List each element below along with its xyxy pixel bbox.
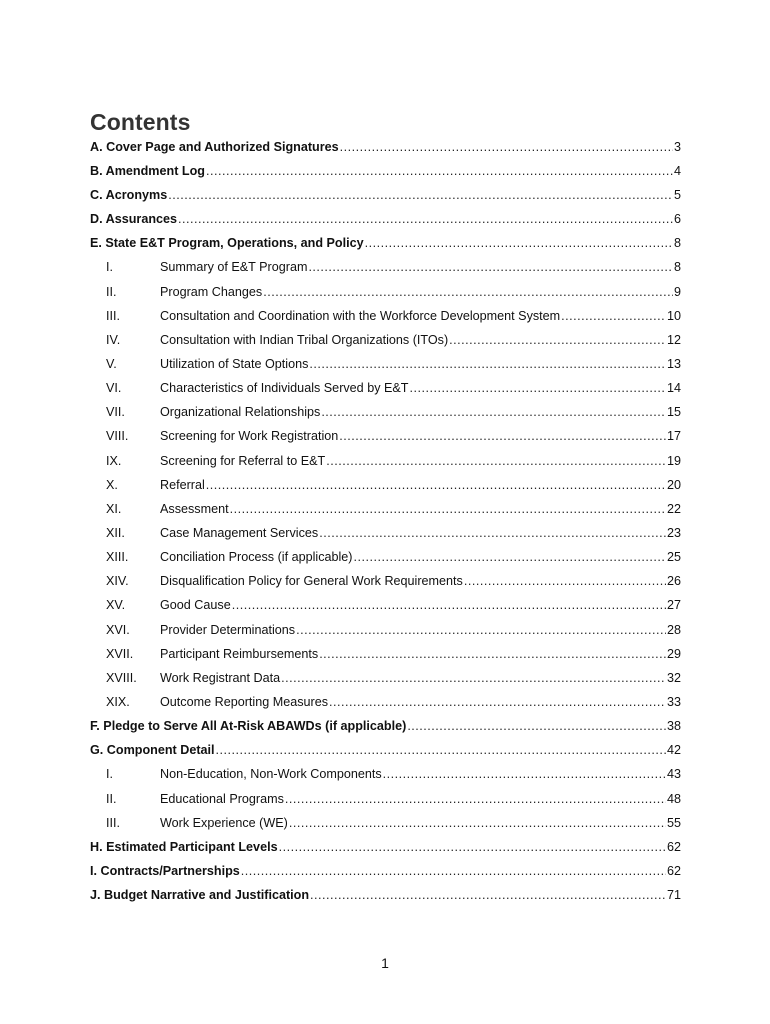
toc-subsection-entry[interactable]: [90, 328, 681, 352]
toc-subsection-entry[interactable]: [90, 352, 681, 376]
toc-entry-number: VII.: [106, 405, 125, 420]
toc-entry-number: IX.: [106, 453, 122, 468]
toc-entry-number: II.: [106, 791, 117, 806]
dot-leader: [241, 865, 666, 878]
dot-leader: [168, 189, 673, 202]
toc-entry-page-number: 14: [666, 381, 681, 396]
toc-subsection-entry[interactable]: [90, 666, 681, 690]
toc-entry-page-number: 22: [666, 501, 681, 516]
toc-entry-number: X.: [106, 477, 118, 492]
toc-entry-page-number: 6: [673, 212, 681, 227]
toc-entry-number: XIV.: [106, 574, 129, 589]
toc-entry-page-number: 12: [666, 332, 681, 347]
toc-entry-label: Consultation and Coordination with the Workforce Development System: [160, 308, 561, 323]
contents-heading: Contents: [90, 109, 191, 135]
dot-leader: [308, 261, 673, 274]
toc-entry-number: IV.: [106, 332, 121, 347]
toc-entry-label: Participant Reimbursements: [160, 646, 319, 661]
toc-subsection-entry[interactable]: [90, 618, 681, 642]
dot-leader: [206, 165, 673, 178]
toc-entry-number: XII.: [106, 526, 125, 541]
dot-leader: [206, 479, 666, 492]
toc-section-entry[interactable]: [90, 835, 681, 859]
toc-entry-page-number: 8: [673, 236, 681, 251]
toc-entry-label: D. Assurances: [90, 212, 178, 227]
dot-leader: [326, 455, 666, 468]
toc-entry-label: Characteristics of Individuals Served by E&T: [160, 381, 409, 396]
toc-entry-page-number: 25: [666, 550, 681, 565]
toc-entry-page-number: 10: [666, 308, 681, 323]
toc-subsection-entry[interactable]: [90, 304, 681, 328]
toc-entry-page-number: 48: [666, 791, 681, 806]
dot-leader: [319, 527, 666, 540]
toc-section-entry[interactable]: [90, 859, 681, 883]
toc-entry-label: Case Management Services: [160, 526, 319, 541]
toc-entry-page-number: 28: [666, 622, 681, 637]
toc-entry-page-number: 9: [673, 284, 681, 299]
toc-subsection-entry[interactable]: [90, 497, 681, 521]
dot-leader: [216, 744, 666, 757]
page-number: 1: [381, 955, 389, 971]
toc-entry-label: F. Pledge to Serve All At-Risk ABAWDs (if applicable): [90, 719, 407, 734]
toc-entry-page-number: 27: [666, 598, 681, 613]
table-of-contents: [90, 135, 681, 908]
dot-leader: [340, 141, 673, 154]
toc-entry-label: I. Contracts/Partnerships: [90, 863, 240, 878]
dot-leader: [230, 503, 666, 516]
dot-leader: [296, 624, 666, 637]
toc-entry-number: XI.: [106, 501, 122, 516]
toc-entry-number: XVI.: [106, 622, 130, 637]
toc-entry-number: III.: [106, 815, 120, 830]
toc-subsection-entry[interactable]: [90, 376, 681, 400]
toc-entry-label: Program Changes: [160, 284, 263, 299]
toc-entry-number: XIII.: [106, 550, 129, 565]
dot-leader: [232, 599, 666, 612]
toc-section-entry[interactable]: [90, 135, 681, 159]
toc-entry-page-number: 17: [666, 429, 681, 444]
dot-leader: [449, 334, 666, 347]
toc-entry-number: VIII.: [106, 429, 129, 444]
toc-subsection-entry[interactable]: [90, 256, 681, 280]
dot-leader: [281, 672, 666, 685]
toc-subsection-entry[interactable]: [90, 425, 681, 449]
dot-leader: [263, 286, 673, 299]
toc-entry-label: C. Acronyms: [90, 188, 168, 203]
toc-subsection-entry[interactable]: [90, 401, 681, 425]
toc-entry-number: V.: [106, 357, 117, 372]
toc-entry-label: G. Component Detail: [90, 743, 215, 758]
dot-leader: [319, 648, 666, 661]
toc-subsection-entry[interactable]: [90, 545, 681, 569]
toc-subsection-entry[interactable]: [90, 473, 681, 497]
toc-entry-label: Outcome Reporting Measures: [160, 695, 328, 709]
toc-entry-page-number: 8: [673, 260, 681, 275]
dot-leader: [409, 382, 666, 395]
toc-entry-page-number: 13: [666, 357, 681, 372]
toc-section-entry[interactable]: [90, 183, 681, 207]
toc-entry-page-number: 62: [666, 863, 681, 878]
toc-entry-label: Assessment: [160, 501, 229, 516]
dot-leader: [407, 720, 666, 733]
toc-entry-label: Screening for Referral to E&T: [160, 453, 326, 468]
toc-entry-page-number: 19: [666, 453, 681, 468]
dot-leader: [285, 793, 666, 806]
toc-section-entry[interactable]: [90, 714, 681, 738]
toc-entry-page-number: 55: [666, 815, 681, 830]
toc-section-entry[interactable]: [90, 739, 681, 763]
toc-entry-page-number: 29: [666, 646, 681, 661]
dot-leader: [339, 430, 666, 443]
toc-subsection-entry[interactable]: [90, 811, 681, 835]
toc-subsection-entry[interactable]: [90, 787, 681, 811]
toc-entry-label: Conciliation Process (if applicable): [160, 550, 353, 565]
toc-entry-label: Disqualification Policy for General Work Requirements: [160, 574, 463, 589]
dot-leader: [383, 768, 666, 781]
toc-entry-page-number: 5: [673, 188, 681, 203]
toc-section-entry[interactable]: [90, 159, 681, 183]
toc-entry-label: H. Estimated Participant Levels: [90, 839, 278, 854]
toc-subsection-entry[interactable]: [90, 763, 681, 787]
toc-entry-label: B. Amendment Log: [90, 163, 205, 178]
dot-leader: [354, 551, 666, 564]
toc-subsection-entry[interactable]: [90, 449, 681, 473]
toc-entry-page-number: 3: [673, 139, 681, 154]
toc-entry-label: Referral: [160, 477, 205, 492]
toc-entry-page-number: 26: [666, 574, 681, 589]
toc-entry-number: XVIII.: [106, 670, 137, 685]
toc-entry-label: Consultation with Indian Tribal Organizations (ITOs): [160, 332, 449, 347]
toc-entry-number: XV.: [106, 598, 126, 613]
dot-leader: [310, 889, 666, 902]
dot-leader: [365, 237, 673, 250]
toc-subsection-entry[interactable]: [90, 594, 681, 618]
toc-entry-number: XIX.: [106, 695, 130, 709]
toc-entry-page-number: 20: [666, 477, 681, 492]
toc-section-entry[interactable]: [90, 883, 681, 907]
toc-entry-number: XVII.: [106, 646, 134, 661]
toc-entry-label: Good Cause: [160, 598, 231, 613]
toc-entry-label: A. Cover Page and Authorized Signatures: [90, 139, 339, 154]
toc-entry-label: Work Registrant Data: [160, 670, 281, 685]
dot-leader: [321, 406, 666, 419]
toc-entry-label: Utilization of State Options: [160, 357, 309, 372]
toc-entry-label: Work Experience (WE): [160, 815, 288, 830]
toc-entry-page-number: 23: [666, 526, 681, 541]
toc-entry-label: Provider Determinations: [160, 622, 296, 637]
dot-leader: [309, 358, 666, 371]
toc-subsection-entry[interactable]: [90, 642, 681, 666]
toc-entry-number: II.: [106, 284, 117, 299]
toc-entry-page-number: 42: [666, 743, 681, 758]
toc-entry-number: III.: [106, 308, 120, 323]
toc-entry-number: I.: [106, 767, 113, 782]
dot-leader: [178, 213, 673, 226]
toc-entry-label: Non-Education, Non-Work Components: [160, 767, 382, 782]
dot-leader: [279, 841, 666, 854]
toc-section-entry[interactable]: [90, 207, 681, 231]
toc-entry-page-number: 15: [666, 405, 681, 420]
toc-entry-page-number: 43: [666, 767, 681, 782]
toc-entry-page-number: 33: [666, 695, 681, 709]
toc-entry-number: VI.: [106, 381, 122, 396]
toc-entry-label: Organizational Relationships: [160, 405, 321, 420]
toc-entry-label: Summary of E&T Program: [160, 260, 308, 275]
toc-entry-label: J. Budget Narrative and Justification: [90, 888, 310, 903]
dot-leader: [329, 696, 666, 709]
toc-section-entry[interactable]: [90, 232, 681, 256]
dot-leader: [289, 817, 666, 830]
toc-entry-page-number: 62: [666, 839, 681, 854]
toc-entry-label: Screening for Work Registration: [160, 429, 339, 444]
dot-leader: [561, 310, 666, 323]
dot-leader: [464, 575, 666, 588]
toc-subsection-entry[interactable]: [90, 280, 681, 304]
toc-subsection-entry[interactable]: [90, 521, 681, 545]
toc-entry-page-number: 38: [666, 719, 681, 734]
toc-entry-page-number: 4: [673, 163, 681, 178]
toc-entry-number: I.: [106, 260, 113, 275]
toc-entry-label: Educational Programs: [160, 791, 284, 806]
toc-entry-page-number: 71: [666, 888, 681, 903]
toc-entry-label: E. State E&T Program, Operations, and Policy: [90, 236, 364, 251]
toc-subsection-entry[interactable]: [90, 690, 681, 714]
toc-subsection-entry[interactable]: [90, 570, 681, 594]
toc-entry-page-number: 32: [666, 670, 681, 685]
